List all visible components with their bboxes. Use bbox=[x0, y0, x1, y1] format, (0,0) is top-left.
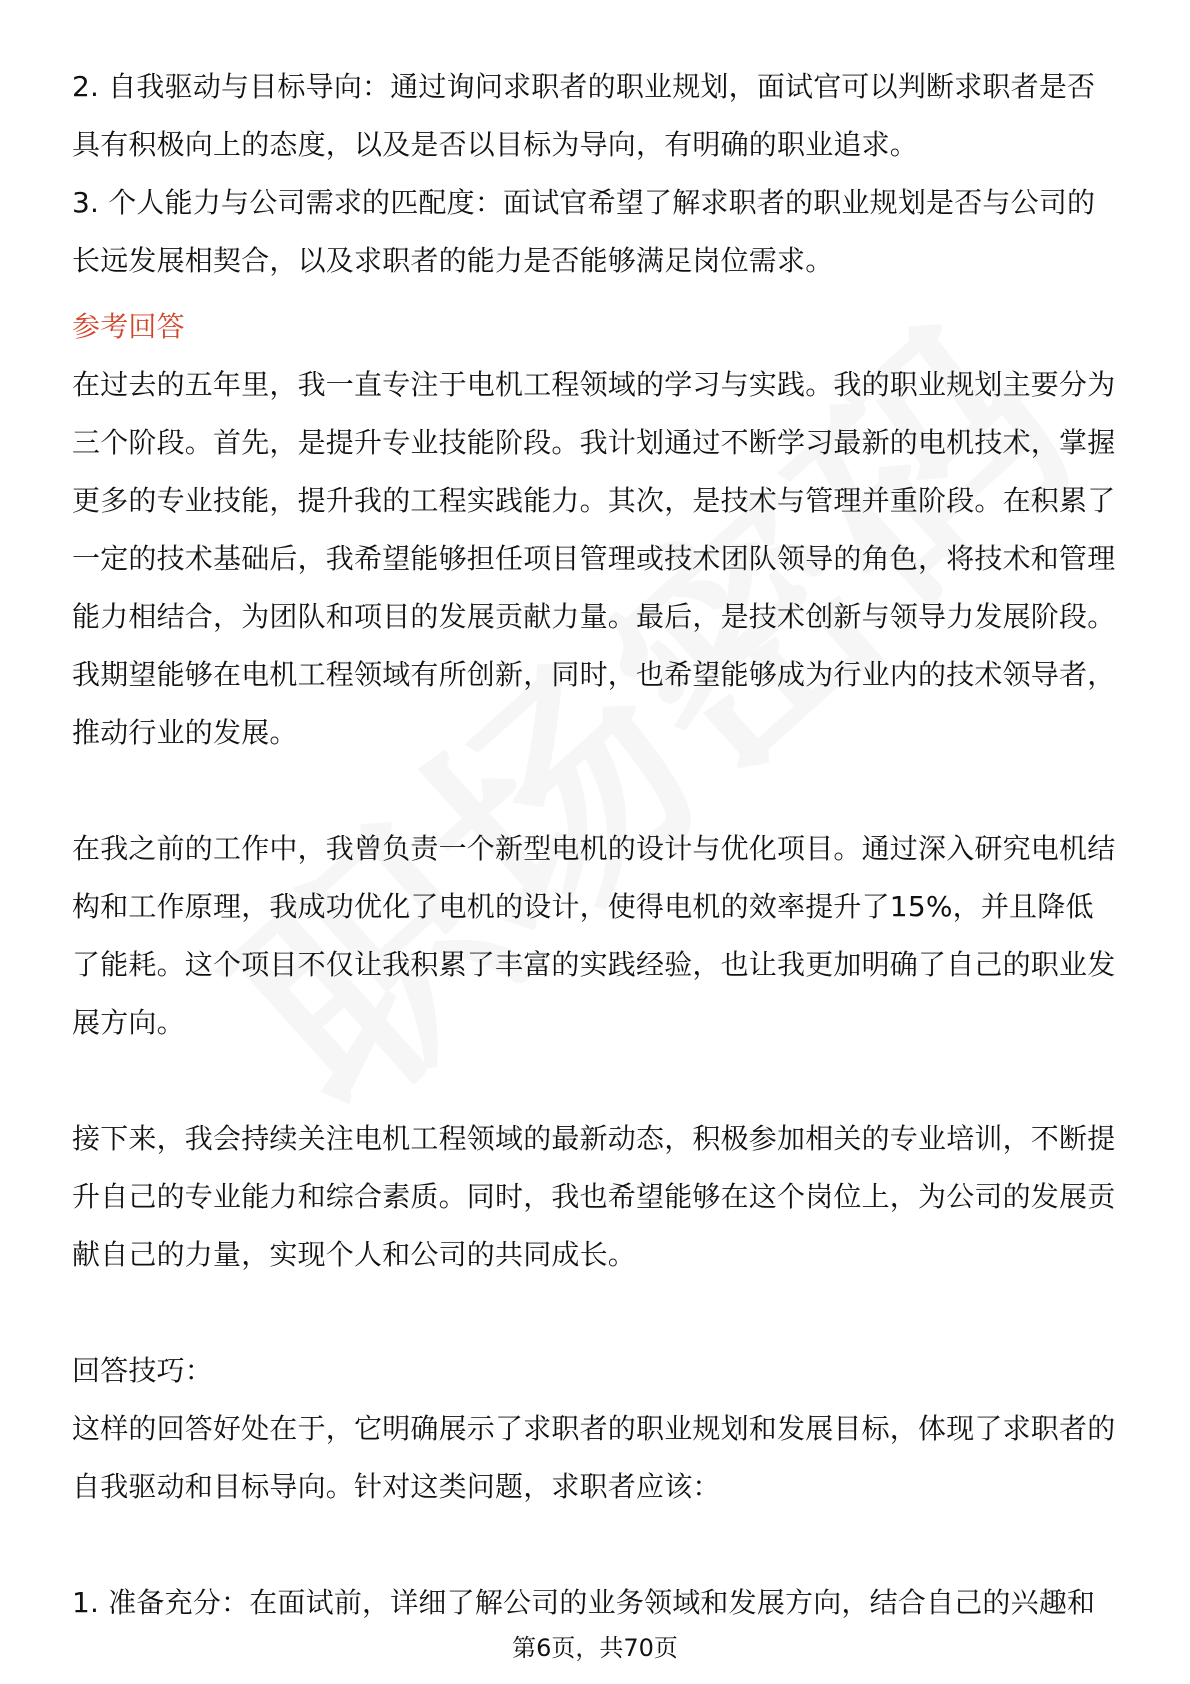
answer-paragraph-1: 在过去的五年里，我一直专注于电机工程领域的学习与实践。我的职业规划主要分为三个阶段。首先，是提升专业技能阶段。我计划通过不断学习最新的电机技术，掌握更多的专业技能，提升我的工程实践能力。其次，是技术与管理并重阶段。在积累了一定的技术基础后，我希望能够担任项目管理或技术团队领导的角色，将技术和管理能力相结合，为团队和项目的发展贡献力量。最后，是技术创新与领导力发展阶段。我期望能够在电机工程领域有所创新，同时，也希望能够成为行业内的技术领导者，推动行业的发展。 bbox=[72, 368, 1116, 749]
page-number: 第6页，共70页 bbox=[512, 1634, 678, 1662]
paragraph-gap bbox=[72, 762, 1118, 820]
answer-paragraph-2: 在我之前的工作中，我曾负责一个新型电机的设计与优化项目。通过深入研究电机结构和工作原理，我成功优化了电机的设计，使得电机的效率提升了15%，并且降低了能耗。这个项目不仅让我积累了丰富的实践经验，也让我更加明确了自己的职业发展方向。 bbox=[72, 832, 1116, 1039]
paragraph-gap bbox=[72, 1284, 1118, 1342]
tips-paragraph: 这样的回答好处在于，它明确展示了求职者的职业规划和发展目标，体现了求职者的自我驱动和目标导向。针对这类问题，求职者应该： bbox=[72, 1412, 1116, 1503]
answer-paragraph-3: 接下来，我会持续关注电机工程领域的最新动态，积极参加相关的专业培训，不断提升自己的专业能力和综合素质。同时，我也希望能够在这个岗位上，为公司的发展贡献自己的力量，实现个人和公司的共同成长。 bbox=[72, 1122, 1116, 1271]
paragraph-gap bbox=[72, 1052, 1118, 1110]
paragraph-point-2: 2. 自我驱动与目标导向：通过询问求职者的职业规划，面试官可以判断求职者是否具有积极向上的态度，以及是否以目标为导向，有明确的职业追求。 bbox=[72, 70, 1096, 161]
paragraph-gap bbox=[72, 1516, 1118, 1574]
tips-point-1: 1. 准备充分：在面试前，详细了解公司的业务领域和发展方向，结合自己的兴趣和 bbox=[72, 1586, 1096, 1619]
section-heading: 参考回答 bbox=[72, 310, 185, 343]
paragraph-point-3: 3. 个人能力与公司需求的匹配度：面试官希望了解求职者的职业规划是否与公司的长远发展相契合，以及求职者的能力是否能够满足岗位需求。 bbox=[72, 186, 1096, 277]
tips-heading: 回答技巧： bbox=[72, 1354, 214, 1387]
document-body bbox=[72, 58, 1118, 1632]
